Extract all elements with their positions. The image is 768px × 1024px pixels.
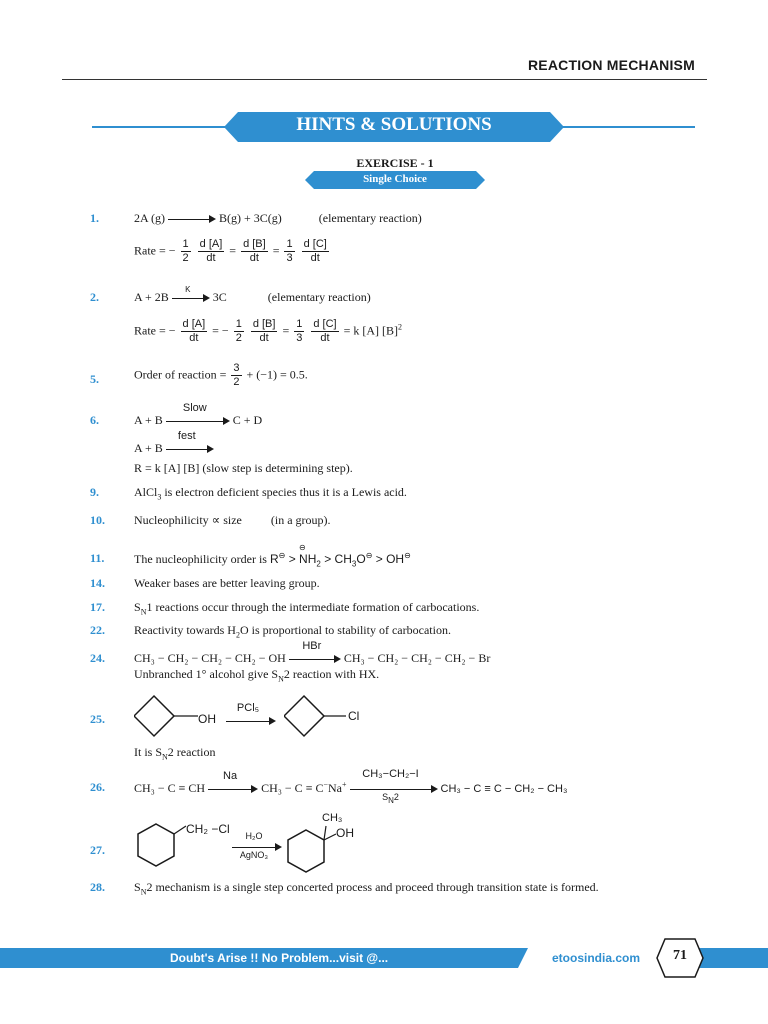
q10-a: Nucleophilicity ∝ size bbox=[134, 513, 242, 527]
q25-l2a: It is S bbox=[134, 745, 163, 759]
q6-l2: A + B bbox=[134, 441, 163, 455]
subscript: 2 bbox=[316, 559, 321, 569]
q24-reaction bbox=[134, 640, 491, 666]
minus-circle-icon: ⊖ bbox=[365, 551, 373, 560]
q25-number: 25. bbox=[90, 712, 105, 726]
q22-number: 22. bbox=[90, 623, 105, 637]
page-number: 71 bbox=[673, 948, 687, 963]
minus-circle-icon: ⊖ bbox=[278, 551, 286, 560]
superscript: + bbox=[341, 780, 347, 789]
q26-b: CH₃ − C ≡ C bbox=[261, 781, 324, 795]
subscript: 2 bbox=[235, 630, 240, 640]
q9-number: 9. bbox=[90, 485, 99, 499]
equals: = bbox=[272, 243, 280, 258]
q2-lhs: A + 2B bbox=[134, 290, 169, 304]
q27-arrow-wrap bbox=[232, 831, 282, 861]
q24-rhs: CH₃ − CH₂ − CH₂ − CH₂ − Br bbox=[343, 651, 491, 665]
q28-text bbox=[134, 880, 599, 896]
q17-text bbox=[134, 600, 479, 616]
q17-rest: 1 reactions occur through the intermediate formation of carbocations. bbox=[146, 600, 480, 614]
superscript: 2 bbox=[398, 322, 403, 332]
arrow-sub-label: $S_N2$ bbox=[382, 792, 399, 806]
q2-rhs: 3C bbox=[212, 290, 227, 304]
arrow-icon: K bbox=[172, 292, 210, 304]
q2-number: 2. bbox=[90, 290, 99, 304]
q27-ch3: CH₃ bbox=[322, 812, 343, 824]
q9-b: is electron deficient species thus it is a Lewis acid. bbox=[161, 485, 407, 499]
q11-number: 11. bbox=[90, 551, 105, 565]
q25-line2 bbox=[134, 745, 215, 761]
q25-arrow-wrap bbox=[226, 702, 276, 730]
q10-number: 10. bbox=[90, 513, 105, 527]
q5-post: + (−1) = 0.5. bbox=[246, 367, 308, 382]
footer-left-text: Doubt's Arise !! No Problem...visit @... bbox=[170, 951, 389, 965]
q2-rate-label: Rate = − bbox=[134, 323, 176, 338]
fraction: $\frac{d [C]}{dt}$ bbox=[313, 318, 337, 344]
q1-rhs: B(g) + 3C(g) bbox=[219, 211, 282, 225]
q26-c: CH₃ − C ≡ C − CH₂ − CH₃ bbox=[440, 783, 568, 795]
q24-line2 bbox=[134, 667, 379, 683]
fraction: $\frac{1}{3}$ bbox=[286, 238, 293, 264]
q5-pre: Order of reaction = bbox=[134, 367, 227, 382]
q11-a: R bbox=[269, 552, 279, 566]
q17-number: 17. bbox=[90, 600, 105, 614]
gt: > bbox=[288, 552, 296, 566]
q1-rate bbox=[134, 238, 331, 265]
q11-b: NH bbox=[299, 552, 317, 566]
q6-l1: A + B bbox=[134, 413, 163, 427]
arrow-icon: Slow bbox=[166, 415, 230, 427]
q11-pre: The nucleophilicity order is bbox=[134, 552, 267, 566]
q24-lhs: CH₃ − CH₂ − CH₂ − CH₂ − OH bbox=[134, 651, 286, 665]
arrow-icon: Na bbox=[208, 783, 258, 795]
equals: = bbox=[229, 243, 237, 258]
q5-number: 5. bbox=[90, 372, 99, 386]
q27-number: 27. bbox=[90, 843, 105, 857]
q17-s: S bbox=[134, 600, 141, 614]
q6-line2 bbox=[134, 430, 214, 456]
q28-rest: 2 mechanism is a single step concerted process and proceed through transition state is formed. bbox=[146, 880, 599, 894]
q28-number: 28. bbox=[90, 880, 105, 894]
gt: > bbox=[375, 552, 383, 566]
subscript: N bbox=[278, 674, 284, 684]
q26-number: 26. bbox=[90, 780, 105, 794]
fraction: $\frac{1}{3}$ bbox=[296, 318, 303, 344]
q1-rate-label: Rate = − bbox=[134, 243, 176, 258]
q2-note: (elementary reaction) bbox=[267, 290, 371, 304]
q1-number: 1. bbox=[90, 211, 99, 225]
q25-cl: Cl bbox=[348, 709, 360, 723]
q22-pre: Reactivity towards H bbox=[134, 623, 236, 637]
fraction: $\frac{d [B]}{dt}$ bbox=[243, 238, 266, 264]
fraction: $\frac{d [B]}{dt}$ bbox=[252, 318, 276, 344]
q6-number: 6. bbox=[90, 413, 99, 427]
q25-l2b: 2 reaction bbox=[167, 745, 216, 759]
q6-line1 bbox=[134, 402, 263, 428]
fraction: $\frac{3}{2}$ bbox=[233, 362, 240, 388]
q26-b2: Na bbox=[327, 781, 342, 795]
q9-text bbox=[134, 485, 407, 501]
arrow-icon: fest bbox=[166, 443, 214, 455]
subscript: N bbox=[140, 607, 147, 617]
header-rule bbox=[62, 79, 707, 80]
q6-line3: R = k [A] [B] (slow step is determining step). bbox=[134, 461, 353, 475]
q24-number: 24. bbox=[90, 651, 105, 665]
q24-l2a: Unbranched 1° alcohol give S bbox=[134, 667, 279, 681]
subscript: 3 bbox=[351, 559, 357, 569]
subscript: N bbox=[140, 887, 147, 897]
arrow-icon: H₂O AgNO₃ bbox=[232, 841, 282, 853]
q2-rate bbox=[134, 318, 402, 345]
q11-c2: O bbox=[356, 552, 366, 566]
q22-text bbox=[134, 623, 451, 639]
q11-c: CH bbox=[334, 552, 352, 566]
minus-circle-icon: ⊖ bbox=[404, 551, 411, 560]
fraction: $\frac{1}{2}$ bbox=[182, 238, 189, 264]
q24-l2b: 2 reaction with HX. bbox=[283, 667, 380, 681]
q11-d: OH bbox=[386, 552, 405, 566]
q1-note: (elementary reaction) bbox=[318, 211, 422, 225]
arrow-icon: HBr bbox=[289, 653, 341, 665]
q28-s: S bbox=[134, 880, 141, 894]
q26-reaction bbox=[134, 768, 568, 806]
footer-link[interactable]: etoosindia.com bbox=[552, 951, 641, 965]
gt: > bbox=[324, 552, 332, 566]
q2-end: = k [A] [B] bbox=[343, 323, 399, 338]
minus: = − bbox=[212, 323, 229, 338]
exercise-subtitle: Single Choice bbox=[363, 173, 427, 185]
q5-text bbox=[134, 362, 308, 389]
q10-text bbox=[134, 513, 331, 528]
q1-lhs: 2A (g) bbox=[134, 211, 165, 225]
banner-title: HINTS & SOLUTIONS bbox=[296, 114, 492, 135]
cyclobutane-icon bbox=[284, 694, 354, 740]
q22-post: O is proportional to stability of carbocation. bbox=[239, 623, 451, 637]
fraction: $\frac{1}{2}$ bbox=[235, 318, 242, 344]
fraction: $\frac{d [A]}{dt}$ bbox=[182, 318, 206, 344]
q27-oh: OH bbox=[336, 826, 354, 840]
q25-oh: OH bbox=[198, 712, 216, 726]
fraction: $\frac{d [C]}{dt}$ bbox=[303, 238, 327, 264]
q2-reaction bbox=[134, 285, 371, 305]
q26-a: CH₃ − C ≡ CH bbox=[134, 781, 206, 795]
subscript: 3 bbox=[157, 492, 162, 502]
q11-text bbox=[134, 543, 411, 569]
superscript: − bbox=[323, 780, 328, 789]
q14-number: 14. bbox=[90, 576, 105, 590]
arrow-icon bbox=[168, 213, 216, 225]
fraction: $\frac{d [A]}{dt}$ bbox=[199, 238, 223, 264]
q6-r1: C + D bbox=[232, 413, 263, 427]
q27-ch2cl: CH₂ −Cl bbox=[186, 822, 230, 836]
q1-reaction bbox=[134, 211, 422, 226]
q9-a: AlCl bbox=[134, 485, 158, 499]
exercise-title: EXERCISE - 1 bbox=[356, 156, 434, 170]
q14-text: Weaker bases are better leaving group. bbox=[134, 576, 320, 590]
arrow-icon: CH₃−CH₂−I $S_N2$ bbox=[350, 783, 438, 795]
q11-b-wrap bbox=[299, 543, 317, 566]
q11-order bbox=[269, 543, 411, 569]
arrow-icon: PCl₅ bbox=[226, 715, 276, 727]
subscript: N bbox=[162, 752, 168, 762]
header-title: REACTION MECHANISM bbox=[528, 57, 695, 73]
q10-note: (in a group). bbox=[270, 513, 331, 527]
equals: = bbox=[282, 323, 290, 338]
minus-circle-icon: ⊖ bbox=[299, 543, 306, 552]
